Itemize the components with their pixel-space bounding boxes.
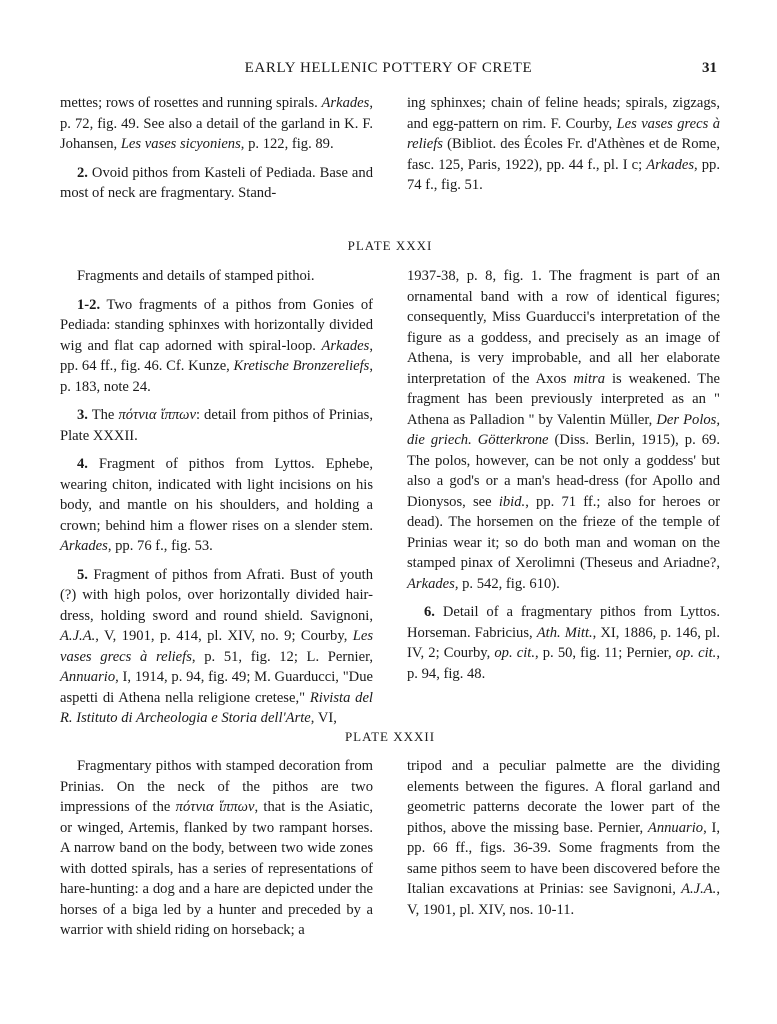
text-run: mettes; rows of rosettes and running spirals. — [60, 95, 322, 111]
column-right — [407, 266, 720, 737]
text-run: is weakened. The fragment has been previously interpreted as an " Athena as Palladion " by Valentin Müller, — [407, 370, 720, 428]
text-run: (Bibliot. des Écoles Fr. d'Athènes et de Rome, fasc. 125, Paris, 1922), pp. 44 f., pl. I c; — [407, 136, 720, 173]
italic-run: op. cit. — [675, 645, 717, 661]
text-run: 1937-38, p. 8, fig. 1. The fragment is part of an ornamental band with a row of identical figures; consequently, Miss Guarducci's interpretation of the figure as a goddess, and precisely as an image of Athena, is very improbable, and all her elaborate interpretation of the Axos — [407, 268, 720, 387]
column-right — [407, 93, 720, 212]
plate-32-heading: PLATE XXXII — [344, 729, 436, 744]
text-run: , V, 1901, pl. XIV, nos. 10-11. — [407, 881, 720, 918]
text-run: , I, pp. 66 ff., figs. 36-39. Some fragments from the same pithos seem to have been discovered before the Italian excavations at Prinias: see Savignoni, — [407, 819, 721, 897]
paragraph — [60, 93, 373, 155]
text-run: , pp. 71 ff.; also for heroes or dead). The horsemen on the frieze of the temple of Prinias wear it; so do both man and woman on the stamped pinax of Xerolimni (Theseus and Ariadne?, — [407, 493, 720, 571]
italic-run: Les vases sicyoniens — [120, 136, 241, 152]
text-run: , p. 51, fig. 12; L. Pernier, — [191, 648, 373, 665]
italic-run: Kretische Bronzereliefs — [233, 358, 370, 374]
italic-run: A.J.A. — [60, 628, 96, 644]
text-run: The — [87, 407, 119, 423]
text-run: Detail of a fragmentary pithos from Lyttos. Horseman. Fabricius, — [407, 604, 720, 641]
text-run: , p. 183, note 24. — [60, 358, 373, 395]
paragraph — [60, 756, 373, 941]
text-run: Fragment of pithos from Lyttos. Ephebe, wearing chiton, indicated with light incisions on his body, and mantle on his shoulders, and holding a crown; behind him a flower rises on a slender stem. — [60, 456, 373, 534]
paragraph — [60, 454, 373, 557]
item-number: 4. — [77, 456, 88, 472]
text-run: Two fragments of a pithos from Gonies of Pediada: standing sphinxes with horizontally divided wig and flat cap adorned with spiral-loop. — [60, 296, 373, 354]
text-run: Ovoid pithos from Kasteli of Pediada. Base and most of neck are fragmentary. Stand- — [60, 164, 373, 201]
text-run: , V, 1901, p. 414, pl. XIV, no. 9; Courby, — [95, 628, 353, 644]
italic-run: Arkades — [321, 95, 370, 111]
italic-run: Annuario — [647, 819, 704, 836]
paragraph — [60, 295, 373, 398]
italic-run: Arkades — [321, 337, 370, 354]
text-run: Fragment of pithos from Afrati. Bust of youth (?) with high polos, over horizontally divided hair-dress, holding sword and round shield. Savignoni, — [60, 566, 373, 624]
text-run: , p. 50, fig. 11; Pernier, — [534, 645, 676, 661]
paragraph — [60, 266, 373, 287]
plate-32-section — [60, 756, 720, 949]
item-number: 1-2. — [77, 296, 101, 313]
paragraph — [407, 756, 720, 920]
item-number: 2. — [77, 164, 88, 181]
text-run: , p. 72, fig. 49. See also a detail of the garland in K. F. Johansen, — [60, 95, 373, 152]
text-run: , p. 122, fig. 89. — [240, 136, 334, 152]
text-run: : detail from pithos of Prinias, Plate XXXII. — [60, 407, 373, 444]
text-run: , p. 94, fig. 48. — [407, 645, 720, 682]
text-run: , I, 1914, p. 94, fig. 49; M. Guarducci, "Due aspetti di Athena nella religione cretese," — [60, 669, 373, 706]
text-run: , pp. 74 f., fig. 51. — [407, 156, 720, 193]
page-number: 31 — [702, 60, 717, 76]
italic-run: Arkades — [407, 575, 455, 592]
column-left — [60, 756, 373, 949]
italic-run: Les vases grecs à reliefs — [60, 628, 373, 665]
item-number: 6. — [424, 604, 435, 620]
text-run: , XI, 1886, p. 146, pl. IV, 2; Courby, — [407, 624, 720, 661]
paragraph — [407, 602, 720, 684]
text-run: Fragmentary pithos with stamped decoration from Prinias. On the neck of the pithos are two impressions of the — [60, 758, 373, 815]
plate-31-section — [60, 266, 720, 737]
italic-run: Rivista del R. Istituto di Archeologia e Storia dell'Arte — [60, 689, 373, 726]
item-number: 5. — [77, 566, 88, 583]
paragraph — [60, 163, 373, 204]
paragraph — [60, 405, 373, 446]
italic-run: Annuario — [60, 669, 116, 685]
italic-run: Ath. Mitt. — [536, 624, 593, 641]
italic-run: Der Polos, die griech. Götterkrone — [407, 411, 720, 448]
text-run: , that is the Asiatic, or winged, Artemis, flanked by two rampant horses. A narrow band on the body, between two wide zones with dotted spirals, has a series of representations of hare-hunting: a dog and a hare are depicted under the horses of a biga led by a hunter and preceded by a warrior with shield riding on horseback; a — [60, 799, 373, 938]
text-run: (Diss. Berlin, 1915), p. 69. The polos, however, can be not only a goddess' but also a god's or a man's head-dress (for Apollo and Dionysos, see — [407, 432, 720, 510]
text-run: , VI, — [310, 710, 337, 726]
italic-run: Arkades — [60, 538, 108, 554]
column-left — [60, 266, 373, 737]
text-run: , p. 542, fig. 610). — [454, 575, 560, 592]
paragraph — [407, 266, 720, 594]
italic-run: Les vases grecs à reliefs — [407, 115, 720, 152]
italic-run: A.J.A. — [681, 881, 717, 897]
italic-run: op. cit. — [494, 645, 535, 661]
text-run: Fragments and details of stamped pithoi. — [77, 268, 315, 284]
text-run: , pp. 76 f., fig. 53. — [107, 538, 213, 554]
running-head — [60, 60, 717, 80]
column-right — [407, 756, 720, 949]
text-run: tripod and a peculiar palmette are the dividing elements between the figures. A floral garland and geometric patterns decorate the lower part of the pithos, above the missing base. Pernier, — [407, 758, 720, 836]
top-continuation — [60, 93, 720, 212]
paragraph — [407, 93, 720, 196]
item-number: 3. — [77, 407, 88, 423]
italic-run: πότνια ἵππων — [118, 407, 196, 423]
italic-run: ibid. — [498, 493, 526, 510]
text-run: , pp. 64 ff., fig. 46. Cf. Kunze, — [60, 337, 373, 374]
italic-run: Arkades — [646, 156, 695, 173]
column-left — [60, 93, 373, 212]
plate-31-heading: PLATE XXXI — [347, 238, 433, 253]
italic-run: mitra — [573, 370, 606, 387]
text-run: ing sphinxes; chain of feline heads; spirals, zigzags, and egg-pattern on rim. F. Courby, — [407, 95, 720, 132]
italic-run: πότνια ἵππων — [175, 799, 255, 815]
running-title: EARLY HELLENIC POTTERY OF CRETE — [244, 60, 533, 76]
paragraph — [60, 565, 373, 729]
